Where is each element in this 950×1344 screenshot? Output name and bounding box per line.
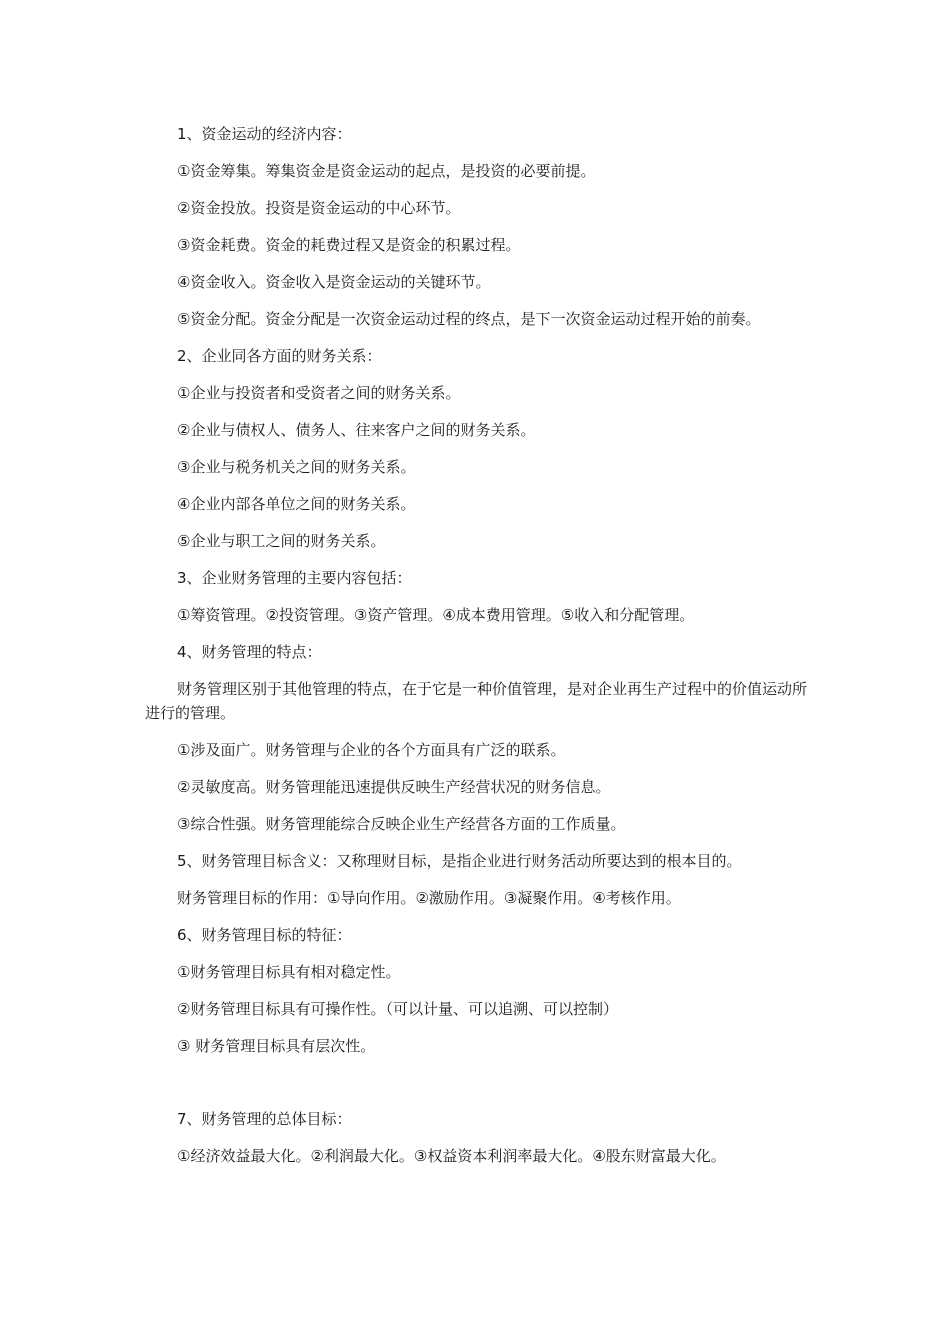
heading-1: 1、资金运动的经济内容：	[177, 125, 352, 143]
list-item: ②资金投放。投资是资金运动的中心环节。	[177, 199, 461, 217]
document-body	[145, 122, 810, 1181]
list-item: ③ 财务管理目标具有层次性。	[177, 1037, 376, 1055]
heading-4: 4、财务管理的特点：	[177, 643, 322, 661]
list-item: ⑤资金分配。资金分配是一次资金运动过程的终点，是下一次资金运动过程开始的前奏。	[177, 310, 761, 328]
list-item: ②灵敏度高。财务管理能迅速提供反映生产经营状况的财务信息。	[177, 778, 611, 796]
list-item: ④资金收入。资金收入是资金运动的关键环节。	[177, 273, 491, 291]
list-item: ①经济效益最大化。②利润最大化。③权益资本利润率最大化。④股东财富最大化。	[177, 1147, 726, 1165]
list-item: ①筹资管理。②投资管理。③资产管理。④成本费用管理。⑤收入和分配管理。	[177, 606, 695, 624]
blank-line	[145, 1071, 810, 1107]
heading-5: 5、财务管理目标含义：又称理财目标，是指企业进行财务活动所要达到的根本目的。	[177, 852, 742, 870]
list-item: ②企业与债权人、债务人、往来客户之间的财务关系。	[177, 421, 536, 439]
list-item: ①企业与投资者和受资者之间的财务关系。	[177, 384, 461, 402]
list-item: ①资金筹集。筹集资金是资金运动的起点，是投资的必要前提。	[177, 162, 596, 180]
body-paragraph: 财务管理区别于其他管理的特点，在于它是一种价值管理，是对企业再生产过程中的价值运动所进行的管理。	[145, 680, 808, 722]
list-item: ③资金耗费。资金的耗费过程又是资金的积累过程。	[177, 236, 521, 254]
list-item: ②财务管理目标具有可操作性。（可以计量、可以追溯、可以控制）	[177, 1000, 618, 1018]
list-item: ③综合性强。财务管理能综合反映企业生产经营各方面的工作质量。	[177, 815, 626, 833]
list-item: ⑤企业与职工之间的财务关系。	[177, 532, 386, 550]
list-item: ①涉及面广。财务管理与企业的各个方面具有广泛的联系。	[177, 741, 566, 759]
heading-7: 7、财务管理的总体目标：	[177, 1110, 352, 1128]
heading-2: 2、企业同各方面的财务关系：	[177, 347, 382, 365]
list-item: ④企业内部各单位之间的财务关系。	[177, 495, 416, 513]
heading-6: 6、财务管理目标的特征：	[177, 926, 352, 944]
heading-3: 3、企业财务管理的主要内容包括：	[177, 569, 412, 587]
list-item: ③企业与税务机关之间的财务关系。	[177, 458, 416, 476]
body-paragraph: 财务管理目标的作用：①导向作用。②激励作用。③凝聚作用。④考核作用。	[177, 889, 681, 907]
list-item: ①财务管理目标具有相对稳定性。	[177, 963, 401, 981]
